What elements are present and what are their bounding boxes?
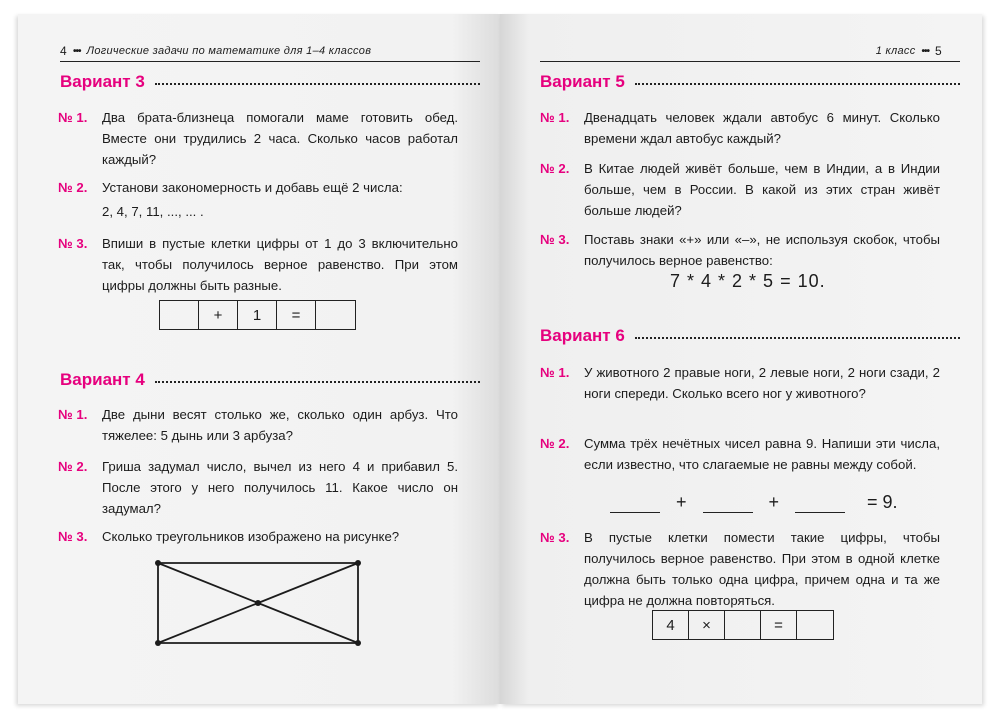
task-text: Двенадцать человек ждали автобус 6 минут. Сколько времени ждал автобус каждый? — [584, 110, 940, 146]
variant-title: Вариант 4 — [60, 370, 145, 389]
header-rule — [60, 61, 480, 62]
variant-title: Вариант 3 — [60, 72, 145, 91]
variant-4-heading — [60, 370, 480, 390]
task-number: № 1. — [58, 407, 88, 422]
equation: 7 * 4 * 2 * 5 = 10. — [670, 271, 826, 291]
plus-sign: + — [676, 492, 687, 512]
task-number: № 3. — [540, 530, 570, 545]
task-number: № 3. — [58, 236, 88, 251]
v4-task-2 — [58, 456, 458, 519]
task-text: Впиши в пустые клетки цифры от 1 до 3 включительно так, чтобы получилось верное равенство. При этом цифры должны быть разные. — [102, 236, 458, 293]
v3-task-1 — [58, 107, 458, 170]
variant-title: Вариант 5 — [540, 72, 625, 91]
task-text: Сколько треугольников изображено на рисунке? — [102, 529, 400, 544]
ornament-icon: ••• — [921, 45, 930, 57]
dotted-leader — [155, 373, 480, 383]
v6-task-3 — [540, 527, 940, 611]
book-title: Логические задачи по математике для 1–4 классов — [86, 45, 372, 57]
task-text: Гриша задумал число, вычел из него 4 и прибавил 5. После этого у него получилось 11. Какое число он задумал? — [102, 459, 458, 516]
equals-sign-cell: = — [277, 301, 316, 329]
variant-6-heading — [540, 326, 960, 346]
task-number: № 1. — [58, 110, 88, 125]
multiply-sign-cell: × — [689, 611, 725, 639]
task-text: Две дыни весят столько же, сколько один арбуз. Что тяжелее: 5 дынь или 3 арбуза? — [102, 407, 458, 443]
dotted-leader — [635, 329, 960, 339]
given-digit-cell: 1 — [238, 301, 277, 329]
v6-task-2 — [540, 433, 940, 475]
ornament-icon: ••• — [72, 45, 81, 57]
task-text: В пустые клетки помести такие цифры, чтобы получилось верное равенство. При этом в одной клетке должна быть только одна цифра, причем одна и та же цифра не должна повторяться. — [584, 530, 940, 608]
task-text: Два брата-близнеца помогали маме готовить обед. Вместе они трудились 2 часа. Сколько часов работал каждый? — [102, 110, 458, 167]
task-number: № 3. — [540, 232, 570, 247]
task-number: № 2. — [540, 436, 570, 451]
v5-task-2 — [540, 158, 940, 221]
plus-sign: + — [768, 492, 780, 512]
task-text: Сумма трёх нечётных чисел равна 9. Напиши эти числа, если известно, что слагаемые не равны между собой. — [584, 436, 940, 472]
variant-title: Вариант 6 — [540, 326, 625, 345]
v6-task-1 — [540, 362, 940, 404]
blank-answer[interactable] — [703, 495, 753, 513]
sum-result: = 9. — [867, 492, 898, 512]
task-text: Установи закономерность и добавь ещё 2 числа: — [102, 180, 403, 195]
task-number: № 1. — [540, 110, 570, 125]
triangles-figure — [148, 559, 368, 651]
left-running-head — [60, 44, 371, 58]
blank-answer[interactable] — [610, 495, 660, 513]
v3-task-2 — [58, 177, 458, 198]
given-digit-cell: 4 — [653, 611, 689, 639]
dotted-leader — [635, 75, 960, 85]
left-page — [18, 14, 500, 704]
v5-task-3 — [540, 229, 940, 271]
equals-sign-cell: = — [761, 611, 797, 639]
left-page-number: 4 — [60, 44, 67, 58]
answer-cells — [652, 610, 834, 640]
dotted-leader — [155, 75, 480, 85]
right-running-head — [876, 44, 942, 58]
answer-cells — [159, 300, 356, 330]
task-number: № 1. — [540, 365, 570, 380]
right-page — [500, 14, 982, 704]
answer-cell[interactable] — [160, 301, 199, 329]
v3-task-3 — [58, 233, 458, 296]
variant-3-heading — [60, 72, 480, 92]
task-text: У животного 2 правые ноги, 2 левые ноги, 2 ноги сзади, 2 ноги спереди. Сколько всего ног у животного? — [584, 365, 940, 401]
answer-cell[interactable] — [316, 301, 355, 329]
right-page-number: 5 — [935, 44, 942, 58]
number-sequence: 2, 4, 7, 11, ..., ... . — [102, 204, 204, 219]
header-rule — [540, 61, 960, 62]
grade-label: 1 класс — [875, 45, 916, 57]
answer-cell[interactable] — [725, 611, 761, 639]
task-text: В Китае людей живёт больше, чем в Индии, а в Индии больше, чем в России. В какой из этих стран живёт больше людей? — [584, 161, 940, 218]
plus-sign-cell: + — [199, 301, 238, 329]
v4-task-1 — [58, 404, 458, 446]
task-number: № 2. — [58, 180, 88, 195]
answer-cell[interactable] — [797, 611, 833, 639]
blank-answer[interactable] — [795, 495, 845, 513]
variant-5-heading — [540, 72, 960, 92]
task-number: № 3. — [58, 529, 88, 544]
sum-blanks — [594, 492, 898, 513]
task-number: № 2. — [540, 161, 570, 176]
v4-task-3 — [58, 526, 458, 547]
v5-task-1 — [540, 107, 940, 149]
task-text: Поставь знаки «+» или «–», не используя скобок, чтобы получилось верное равенство: — [584, 232, 940, 268]
task-number: № 2. — [58, 459, 88, 474]
